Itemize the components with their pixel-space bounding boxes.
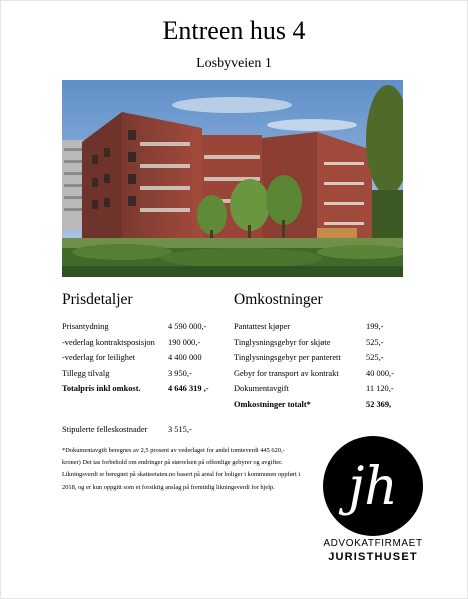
cost-row	[234, 338, 404, 354]
total-price-value: 4 646 319 ,-	[168, 384, 209, 394]
cost-row-value: 525,-	[366, 337, 384, 347]
price-row-value: 3 950,-	[168, 368, 192, 378]
cost-row-label: Gebyr for transport av kontrakt	[234, 368, 339, 378]
omkostninger-table	[234, 322, 404, 416]
cost-row-value: 40 000,-	[366, 368, 394, 378]
prisdetaljer-heading: Prisdetaljer	[62, 291, 133, 308]
price-row	[62, 322, 230, 338]
price-row	[62, 369, 230, 385]
cost-row-value: 11 120,-	[366, 384, 394, 394]
cost-row	[234, 384, 404, 400]
total-cost-value: 52 369,	[366, 399, 392, 409]
cost-row-value: 525,-	[366, 353, 384, 363]
price-row	[62, 338, 230, 354]
cost-row-label: Dokumentavgift	[234, 384, 289, 394]
price-row	[62, 353, 230, 369]
cost-row	[234, 369, 404, 385]
price-row-value: 4 590 000,-	[168, 322, 207, 331]
juristhuset-logo	[321, 434, 425, 538]
price-row-label: -vederlag for leilighet	[62, 353, 136, 363]
cost-row	[234, 353, 404, 369]
total-price-row	[62, 384, 230, 400]
total-price-label: Totalpris inkl omkost.	[62, 384, 141, 394]
logo-monogram: jh	[348, 457, 398, 517]
felleskostnader-value: 3 515,-	[168, 425, 192, 434]
price-row-label: Tillegg tilvalg	[62, 368, 110, 378]
cost-row	[234, 322, 404, 338]
cost-row-value: 199,-	[366, 322, 384, 331]
cost-row-label: Tinglysningsgebyr per panterett	[234, 353, 341, 363]
firm-name-line2: JURISTHUSET	[328, 551, 418, 563]
page-title: Entreen hus 4	[162, 16, 306, 45]
building-photo	[62, 80, 403, 277]
total-cost-row	[234, 400, 404, 416]
address-subtitle: Losbyveien 1	[196, 56, 272, 71]
prisdetaljer-table	[62, 322, 230, 400]
total-cost-label: Omkostninger totalt*	[234, 399, 311, 409]
felleskostnader-label: Stipulerte felleskostnader	[62, 425, 148, 434]
price-row-label: Prisantydning	[62, 322, 109, 331]
price-row-value: 190 000,-	[168, 337, 201, 347]
cost-row-label: Pantattest kjøper	[234, 322, 291, 331]
cost-row-label: Tinglysningsgebyr for skjøte	[234, 337, 331, 347]
firm-name-line1: ADVOKATFIRMAET	[323, 538, 423, 549]
price-row-label: -vederlag kontraktsposisjon	[62, 337, 155, 347]
price-row-value: 4 400 000	[168, 353, 202, 363]
omkostninger-heading: Omkostninger	[234, 291, 323, 308]
felleskostnader-row	[62, 425, 192, 434]
footnote-text: *Dokumentavgift beregnes av 2,5 prosent av vederlaget for andel tomteverdi 445 620,- kroner) Det tas forbehold om endringer på størrelsen på offentlige gebyrer og avgifter. Likningsverdi er beregnet på skatteetaten.no basert på areal for boliger i kommunen oppført i 2018, og er kun oppgitt som et forsiktig anslag på fremtidig likningsverdi for hjelp.	[62, 447, 301, 491]
